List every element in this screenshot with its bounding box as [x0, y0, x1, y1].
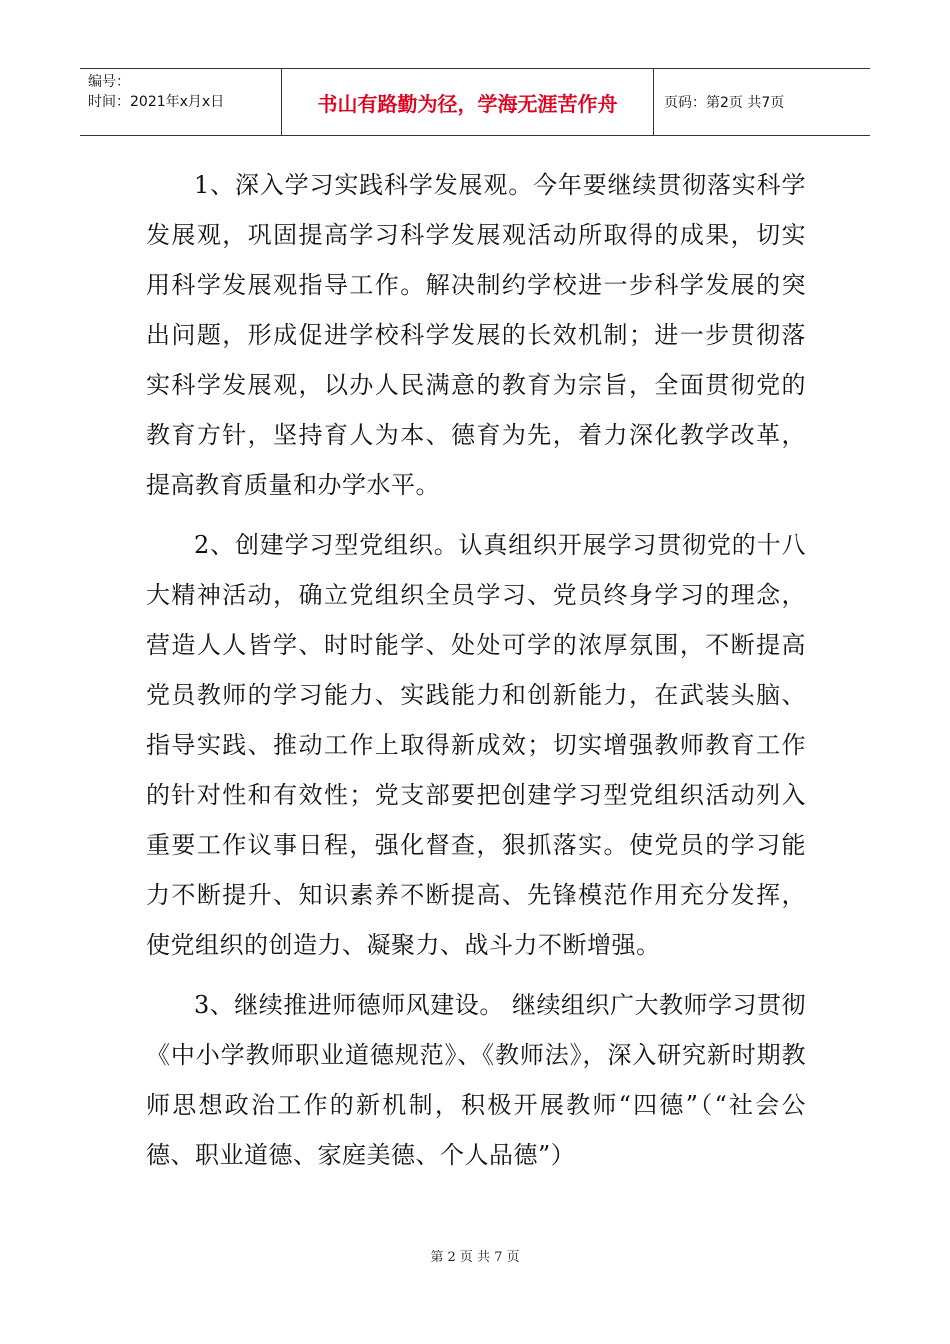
number-label: 编号： [88, 74, 130, 90]
page-info-text: 页码：第2页 共7页 [664, 95, 785, 111]
header-meta [80, 69, 282, 135]
document-body [146, 160, 806, 1190]
paragraph-1: 1、深入学习实践科学发展观。今年要继续贯彻落实科学发展观，巩固提高学习科学发展观活动所取得的成果，切实用科学发展观指导工作。解决制约学校进一步科学发展的突出问题，形成促进学校科学发展的长效机制；进一步贯彻落实科学发展观，以办人民满意的教育为宗旨，全面贯彻党的教育方针，坚持育人为本、德育为先，着力深化教学改革，提高教育质量和办学水平。 [146, 171, 806, 499]
paragraph-2: 2、创建学习型党组织。认真组织开展学习贯彻党的十八大精神活动，确立党组织全员学习、党员终身学习的理念，营造人人皆学、时时能学、处处可学的浓厚氛围，不断提高党员教师的学习能力、实践能力和创新能力，在武装头脑、指导实践、推动工作上取得新成效；切实增强教师教育工作的针对性和有效性；党支部要把创建学习型党组织活动列入重要工作议事日程，强化督查，狠抓落实。使党员的学习能力不断提升、知识素养不断提高、先锋模范作用充分发挥，使党组织的创造力、凝聚力、战斗力不断增强。 [146, 531, 806, 959]
paragraph-3: 3、继续推进师德师风建设。 继续组织广大教师学习贯彻《中小学教师职业道德规范》、《教师法》，深入研究新时期教师思想政治工作的新机制，积极开展教师“四德”（“社会公德、职业道德、家庭美德、个人品德”） [146, 991, 806, 1169]
time-label: 时间：2021年x月x日 [88, 94, 225, 110]
motto-text: 书山有路勤为径，学海无涯苦作舟 [317, 91, 618, 116]
header-motto [282, 69, 654, 135]
page-footer [0, 1246, 950, 1265]
header-page-info [654, 69, 870, 135]
page-header [80, 68, 870, 136]
footer-page-number: 第 2 页 共 7 页 [430, 1250, 520, 1265]
